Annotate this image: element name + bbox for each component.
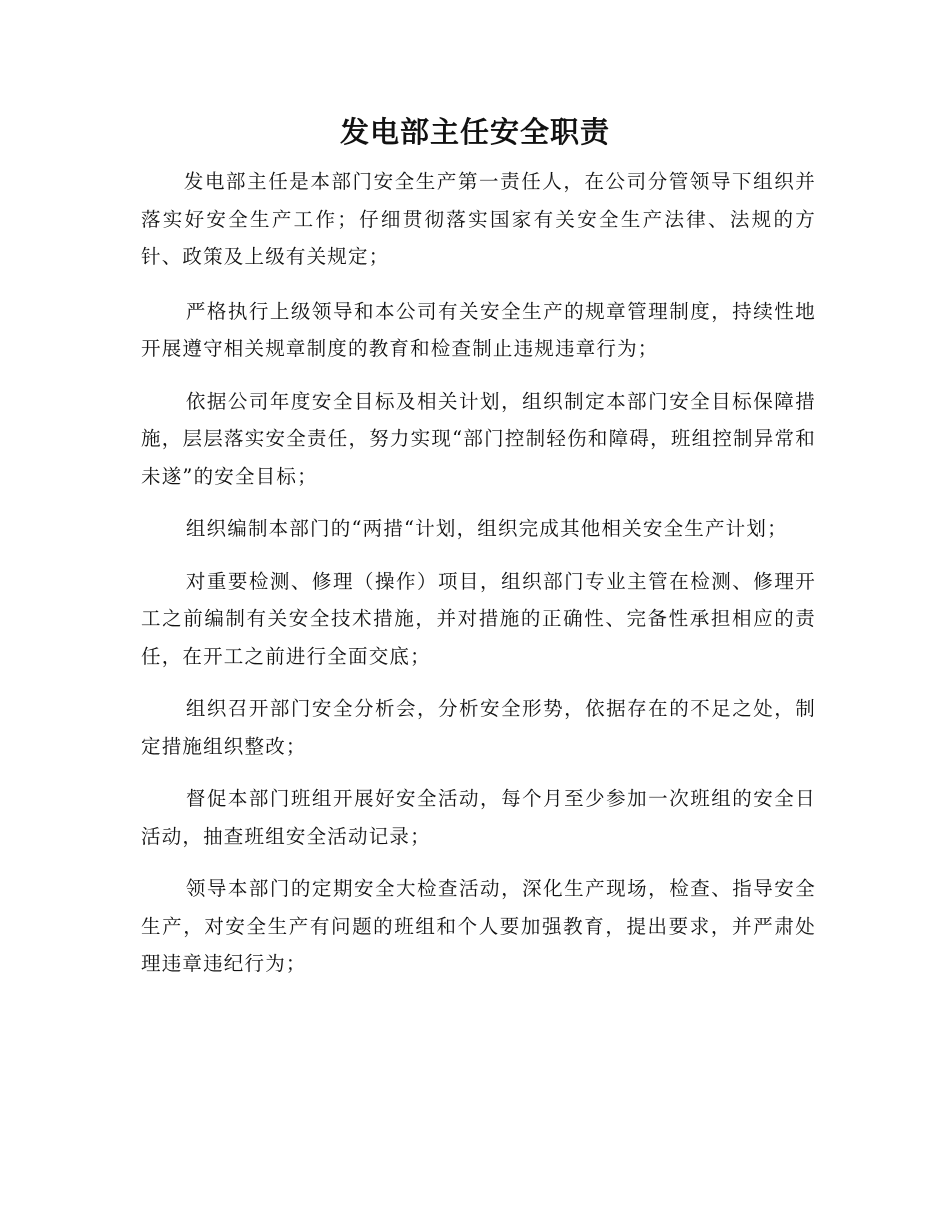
paragraph-4: 组织编制本部门的“两措“计划，组织完成其他相关安全生产计划； <box>185 517 788 540</box>
paragraph-8: 领导本部门的定期安全大检查活动，深化生产现场，检查、指导安全生产，对安全生产有问题的班组和个人要加强教育，提出要求，并严肃处理违章违纪行为； <box>141 877 816 975</box>
paragraph-5: 对重要检测、修理（操作）项目，组织部门专业主管在检测、修理开工之前编制有关安全技术措施，并对措施的正确性、完备性承担相应的责任，在开工之前进行全面交底； <box>141 569 816 668</box>
paragraph-1: 发电部主任是本部门安全生产第一责任人，在公司分管领导下组织并落实好安全生产工作；仔细贯彻落实国家有关安全生产法律、法规的方针、政策及上级有关规定； <box>141 170 816 268</box>
document-body <box>141 163 816 998</box>
paragraph-6: 组织召开部门安全分析会，分析安全形势，依据存在的不足之处，制定措施组织整改； <box>141 697 816 758</box>
document-title: 发电部主任安全职责 <box>339 115 610 149</box>
paragraph-3: 依据公司年度安全目标及相关计划，组织制定本部门安全目标保障措施，层层落实安全责任，努力实现“部门控制轻伤和障碍，班组控制异常和未遂”的安全目标； <box>141 389 816 488</box>
paragraph-2: 严格执行上级领导和本公司有关安全生产的规章管理制度，持续性地开展遵守相关规章制度的教育和检查制止违规违章行为； <box>141 299 816 360</box>
paragraph-7: 督促本部门班组开展好安全活动，每个月至少参加一次班组的安全日活动，抽查班组安全活动记录； <box>141 787 816 848</box>
